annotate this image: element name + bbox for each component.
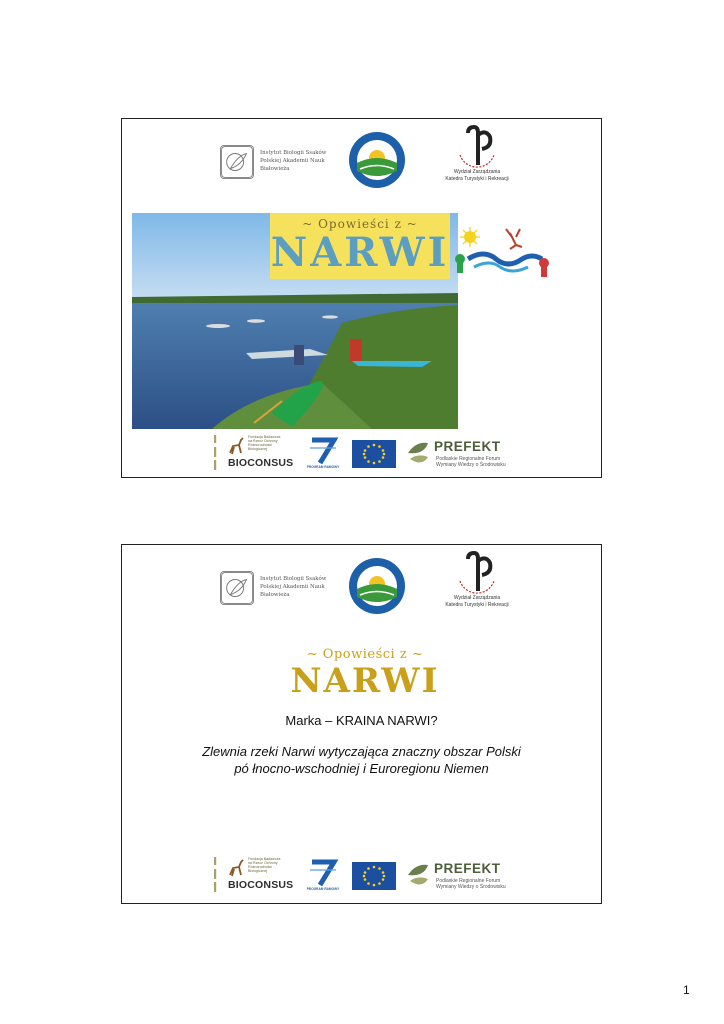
- title-big: NARWI: [290, 661, 440, 701]
- prefekt-subtitle: [436, 456, 506, 468]
- politechnika-logo: [432, 125, 522, 189]
- politechnika-logo: [432, 551, 522, 615]
- eu-flag-icon: [352, 440, 396, 468]
- leaf-emblem-icon: [220, 145, 254, 179]
- bio-small-line: Różnorodności: [248, 443, 272, 447]
- title-big: NARWI: [270, 229, 450, 276]
- zlewnia-line: Zlewnia rzeki Narwi wytyczająca znaczny obszar Polski: [202, 744, 521, 759]
- sponsor-logos-footer: [214, 855, 534, 895]
- prefekt-logo: [406, 439, 534, 469]
- prefekt-sub-line: Podlaskie Regionalne Forum: [436, 456, 501, 462]
- leaf-emblem-icon: [220, 571, 254, 605]
- bioconsus-name: BIOCONSUS: [228, 879, 294, 891]
- fp7-label: PROGRAM RAMOWY: [306, 887, 340, 891]
- ibs-pan-logo: [220, 145, 330, 183]
- bioconsus-logo: [228, 857, 294, 893]
- sponsor-logos-footer: [214, 433, 534, 473]
- fp7-logo: [306, 436, 340, 470]
- title-small: ~ Opowieści z ~: [306, 647, 424, 662]
- leaf-pair-icon: [406, 439, 432, 467]
- opowiesci-title-banner: [270, 213, 450, 279]
- ibs-line: Instytut Biologii Ssaków: [260, 576, 327, 582]
- ibs-line: Białowieża: [260, 592, 290, 598]
- ibs-line: Instytut Biologii Ssaków: [260, 150, 327, 156]
- bioconsus-name: BIOCONSUS: [228, 457, 294, 469]
- bioconsus-fundacja-text: [248, 435, 280, 451]
- zlewnia-line: pó łnocno-wschodniej i Euroregionu Niemen: [234, 761, 489, 776]
- marka-heading: Marka – KRAINA NARWI?: [285, 713, 438, 728]
- slide-1: [121, 118, 602, 478]
- seven-icon: [306, 858, 340, 886]
- page-number: 1: [683, 983, 690, 997]
- podlaska-badge-icon: [348, 557, 406, 615]
- pb-line: Wydział Zarządzania: [453, 595, 501, 601]
- podlaska-badge-icon: [348, 131, 406, 189]
- pb-line: Wydział Zarządzania: [453, 169, 501, 175]
- prefekt-sub-line: Wymiany Wiedzy o Środowisku: [436, 462, 506, 468]
- leaf-pair-icon: [406, 861, 432, 889]
- politechnika-text: [432, 169, 522, 183]
- zlewnia-text: [122, 743, 601, 777]
- eu-flag-icon: [352, 862, 396, 890]
- bioconsus-fundacja-text: [248, 857, 280, 873]
- bio-small-line: Fundacja Badawcza: [248, 857, 281, 861]
- ibs-line: Białowieża: [260, 166, 290, 172]
- deer-icon: [228, 859, 244, 877]
- bio-small-line: Fundacja Badawcza: [248, 435, 281, 439]
- bio-small-line: na Rzecz Ochrony: [248, 439, 278, 443]
- bioconsus-logo: [228, 435, 294, 471]
- pb-line: Katedra Turystyki i Rekreacji: [445, 602, 509, 608]
- ibs-pan-text: [260, 149, 326, 173]
- bio-small-line: na Rzecz Ochrony: [248, 861, 278, 865]
- bioconsus-bar-icon: [214, 433, 224, 471]
- politechnika-emblem-icon: [448, 125, 504, 169]
- fp7-label: PROGRAM RAMOWY: [306, 465, 340, 469]
- title-small: ~ Opowieści z ~: [302, 217, 418, 231]
- prefekt-subtitle: [436, 878, 506, 890]
- bio-small-line: Biologicznej: [248, 869, 268, 873]
- ibs-pan-text: [260, 575, 326, 599]
- prefekt-name: PREFEKT: [434, 439, 501, 454]
- bioconsus-bar-icon: [214, 855, 224, 893]
- pb-line: Katedra Turystyki i Rekreacji: [445, 176, 509, 182]
- bio-small-line: Biologicznej: [248, 447, 268, 451]
- narew-river-logo-icon: [450, 223, 550, 279]
- prefekt-logo: [406, 861, 534, 891]
- prefekt-sub-line: Podlaskie Regionalne Forum: [436, 878, 501, 884]
- ibs-pan-logo: [220, 571, 330, 609]
- fp7-logo: [306, 858, 340, 892]
- prefekt-sub-line: Wymiany Wiedzy o Środowisku: [436, 884, 506, 890]
- bio-small-line: Różnorodności: [248, 865, 272, 869]
- opowiesci-narwi-logo: [290, 647, 440, 707]
- prefekt-name: PREFEKT: [434, 861, 501, 876]
- deer-icon: [228, 437, 244, 455]
- politechnika-emblem-icon: [448, 551, 504, 595]
- ibs-line: Polskiej Akademii Nauk: [260, 158, 325, 164]
- ibs-line: Polskiej Akademii Nauk: [260, 584, 325, 590]
- slide-2: [121, 544, 602, 904]
- seven-icon: [306, 436, 340, 464]
- politechnika-text: [432, 595, 522, 609]
